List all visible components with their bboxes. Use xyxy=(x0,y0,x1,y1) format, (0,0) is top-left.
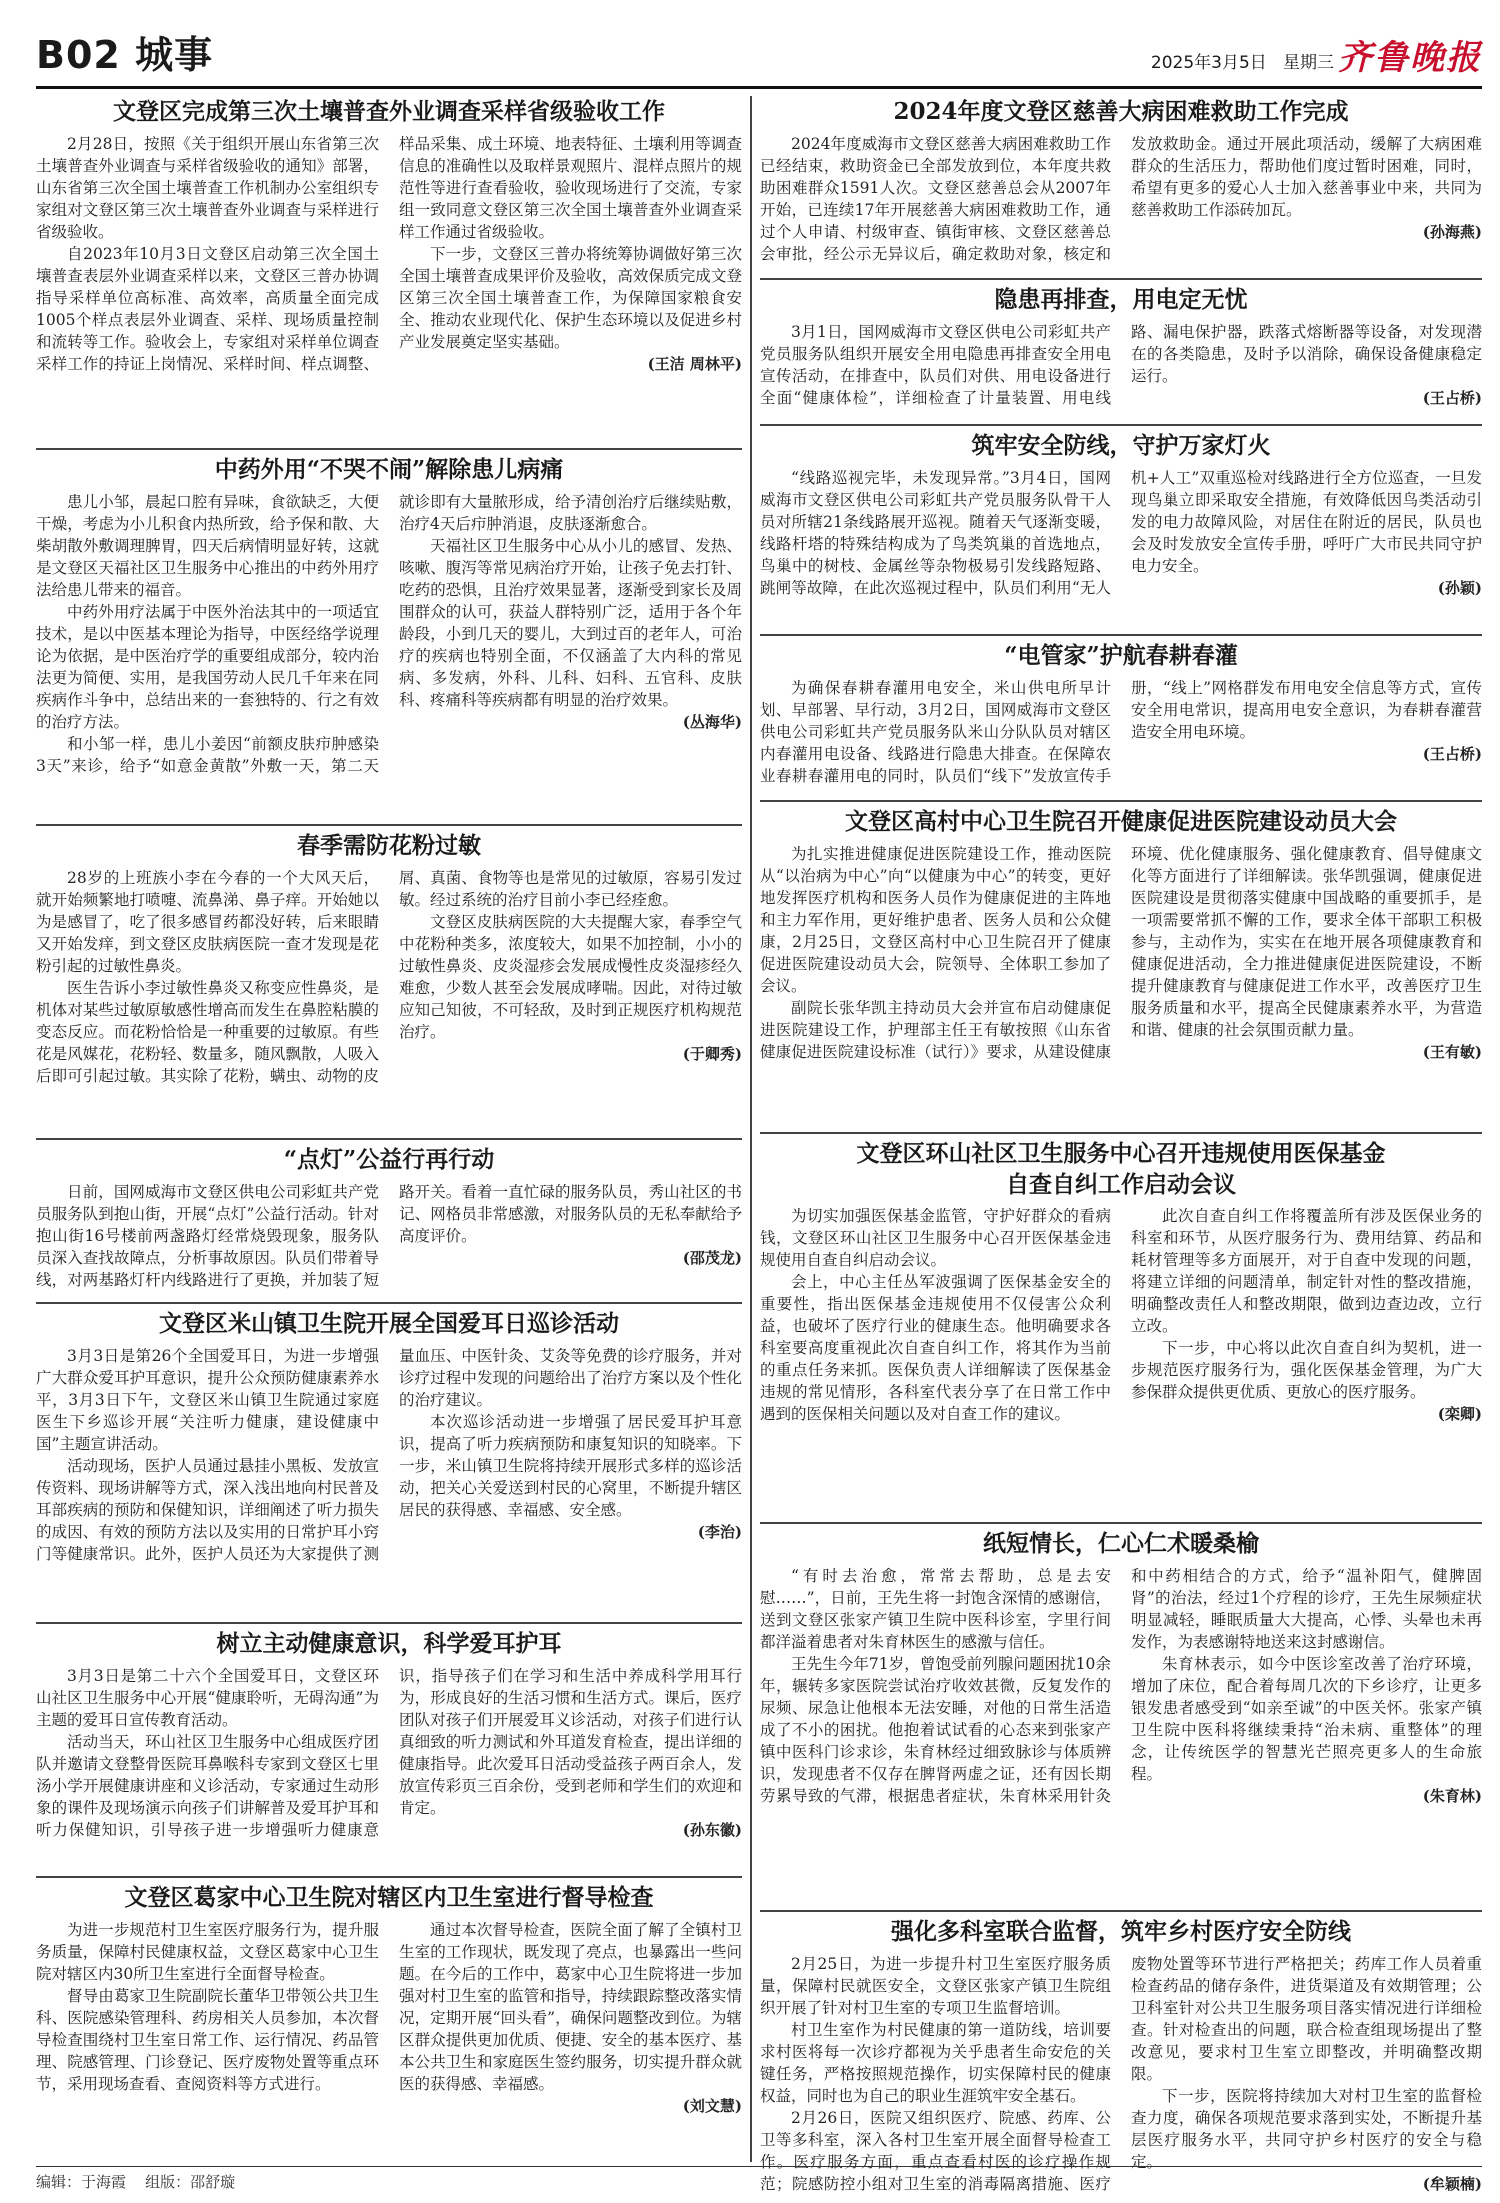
article-body: 为确保春耕春灌用电安全，米山供电所早计划、早部署、早行动，3月2日，国网威海市文登区供电公司彩虹共产党员服务队米山分队队员对辖区内春灌用电设备、线路进行隐患大排查。在保障农业春耕春灌用电的同时，队员们“线下”发放宣传手册，“线上”网格群发布用电安全信息等方式，宣传安全用电常识，提高用电安全意识，为春耕春灌营造安全用电环境。 (王占桥) xyxy=(760,679,1482,785)
divider xyxy=(760,634,1482,636)
article-author: (王占桥) xyxy=(1422,389,1482,407)
article-title: 筑牢安全防线，守护万家灯火 xyxy=(971,432,1271,459)
divider xyxy=(760,1132,1482,1134)
column-divider xyxy=(750,96,752,2162)
article-body: 2月28日，按照《关于组织开展山东省第三次土壤普查外业调查与采样省级验收的通知》部署，山东省第三次全国土壤普查工作机制办公室组织专家组对文登区第三次土壤普查外业调查与采样进行省级验收。 自2023年10月3日文登区启动第三次全国土壤普查表层外业调查采样以来，文登区三普办协调指导采样单位高标准、高效率，高质量全面完成1005个样点表层外业调查、采样、现场质量控制和流转等工作。验收会上，专家组对采样单位调查采样工作的持证上岗情况、采样时间、样点调整、样品采集、成土环境、地表特征、土壤利用等调查信息的准确性以及取样景观照片、混样点照片的规范性等进行查看验收，验收现场进行了交流，专家组一致同意文登区第三次全国土壤普查外业调查采样工作通过省级验收。 下一步，文登区三普办将统筹协调做好第三次全国土壤普查成果评价及验收，高效保质完成文登区第三次全国土壤普查工作，为保障国家粮食安全、推动农业现代化、保护生态环境以及促进乡村产业发展奠定坚实基础。 (王洁 周林平) xyxy=(36,135,742,373)
divider xyxy=(36,824,742,826)
divider xyxy=(36,1876,742,1878)
article-spring-irrigation xyxy=(760,640,1482,800)
article-mishan-ear-day xyxy=(36,1308,742,1624)
article-thank-you-letter xyxy=(760,1528,1482,1910)
article-body: 3月1日，国网威海市文登区供电公司彩虹共产党员服务队组织开展安全用电隐患再排查安全用电宣传活动，在排查中，队员们对供、用电设备进行全面“健康体检”，详细检查了计量装置、用电线路、漏电保护器，跌落式熔断器等设备，对发现潜在的各类隐患，及时予以消除，确保设备健康稳定运行。 (王占桥) xyxy=(760,323,1482,407)
article-author: (于卿秀) xyxy=(682,1045,742,1063)
article-gejia-inspection xyxy=(36,1882,742,2162)
article-ear-care xyxy=(36,1628,742,1878)
divider xyxy=(36,1622,742,1624)
article-author: (王洁 周林平) xyxy=(647,355,742,373)
article-author: (刘文慧) xyxy=(682,2097,742,2115)
section-title: B02 城事 xyxy=(36,33,214,77)
article-hazard-check xyxy=(760,284,1482,424)
article-author: (邵茂龙) xyxy=(682,1249,742,1267)
newspaper-logo: 齐鲁晚报 xyxy=(1338,38,1482,78)
article-author: (孙颖) xyxy=(1437,579,1482,597)
article-title: 2024年度文登区慈善大病困难救助工作完成 xyxy=(893,98,1349,125)
issue-date xyxy=(1151,48,1334,73)
article-soil-survey xyxy=(36,96,742,454)
article-body: “线路巡视完毕，未发现异常。”3月4日，国网威海市文登区供电公司彩虹共产党员服务队骨干人员对所辖21条线路展开巡视。随着天气逐渐变暖，线路杆塔的特殊结构成为了鸟类筑巢的首选地点，鸟巢中的树枝、金属丝等杂物极易引发线路短路、跳闸等故障，在此次巡视过程中，队员们利用“无人机+人工”双重巡检对线路进行全方位巡查，一旦发现鸟巢立即采取安全措施，有效降低因鸟类活动引发的电力故障风险，对居住在附近的居民，队员也会及时发放安全宣传手册，呼吁广大市民共同守护电力安全。 (孙颖) xyxy=(760,469,1482,597)
divider xyxy=(36,448,742,450)
divider xyxy=(760,424,1482,426)
divider xyxy=(760,1910,1482,1912)
article-author: (栾卿) xyxy=(1437,1405,1482,1423)
article-title: 春季需防花粉过敏 xyxy=(297,832,481,859)
article-body: 患儿小邹，晨起口腔有异味，食欲缺乏，大便干燥，考虑为小儿积食内热所致，给予保和散、大柴胡散外敷调理脾胃，四天后病情明显好转，这就是文登区天福社区卫生服务中心推出的中药外用疗法给患儿带来的福音。 中药外用疗法属于中医外治法其中的一项适宜技术，是以中医基本理论为指导，中医经络学说理论为依据，是中医治疗学的重要组成部分，较内治法更为简便、实用，是我国劳动人民几千年来在同疾病作斗争中，总结出来的一套独特的、行之有效的治疗方法。 和小邹一样，患儿小姜因“前额皮肤疖肿感染3天”来诊，给予“如意金黄散”外敷一天，第二天就诊即有大量脓形成，给予清创治疗后继续贴敷，治疗4天后疖肿消退，皮肤逐渐愈合。 天福社区卫生服务中心从小儿的感冒、发热、咳嗽、腹泻等常见病治疗开始，让孩子免去打针、吃药的恐惧，且治疗效果显著，逐渐受到家长及周围群众的认可，获益人群特别广泛，适用于各个年龄段，小到几天的婴儿，大到过百的老年人，可治疗的疾病也特别全面，不仅涵盖了大内科的常见病、多发病，外科、儿科、妇科、五官科、皮肤科、疼痛科等疾病都有明显的治疗效果。 (丛海华) xyxy=(36,493,742,775)
article-title: 强化多科室联合监督，筑牢乡村医疗安全防线 xyxy=(891,1918,1351,1945)
article-title: 文登区完成第三次土壤普查外业调查采样省级验收工作 xyxy=(113,98,665,125)
article-body: 2月25日，为进一步提升村卫生室医疗服务质量，保障村民就医安全，文登区张家产镇卫生院组织开展了针对村卫生室的专项卫生监督培训。 村卫生室作为村民健康的第一道防线，培训要求村医将每一次诊疗都视为关乎患者生命安危的关键任务，严格按照规范操作，切实保障村民的健康权益，同时也为自己的职业生涯筑牢安全基石。 2月26日，医院又组织医疗、院感、药库、公卫等多科室，深入各村卫生室开展全面督导检查工作。医疗服务方面，重点查看村医的诊疗操作规范；院感防控小组对卫生室的消毒隔离措施、医疗废物处置等环节进行严格把关；药库工作人员着重检查药品的储存条件，进货渠道及有效期管理；公卫科室针对公共卫生服务项目落实情况进行详细检查。针对检查出的问题，联合检查组现场提出了整改意见，要求村卫生室立即整改，并明确整改期限。 下一步，医院将持续加大对村卫生室的监督检查力度，确保各项规范要求落到实处，不断提升基层医疗服务水平，共同守护乡村医疗的安全与稳定。 (牟颖楠) xyxy=(760,1955,1482,2193)
article-light-charity xyxy=(36,1144,742,1304)
article-body: “有时去治愈，常常去帮助，总是去安慰……”，日前，王先生将一封饱含深情的感谢信，送到文登区张家产镇卫生院中医科诊室，字里行间都洋溢着患者对朱育林医生的感激与信任。 王先生今年71岁，曾饱受前列腺问题困扰10余年，辗转多家医院尝试治疗收效甚微，反复发作的尿频、尿急让他根本无法安睡，对他的日常生活造成了不小的困扰。他抱着试试看的心态来到张家产镇中医科门诊求诊，朱育林经过细致脉诊与体质辨识，发现患者不仅存在脾肾两虚之证，还有因长期劳累导致的气滞，根据患者症状，朱育林采用针灸和中药相结合的方式，给予“温补阳气，健脾固肾”的治法，经过1个疗程的诊疗，王先生尿频症状明显减轻，睡眠质量大大提高，心悸、头晕也未再发作，为表感谢特地送来这封感谢信。 朱育林表示，如今中医诊室改善了治疗环境，增加了床位，配合着每周几次的下乡诊疗，让更多银发患者感受到“如亲至诚”的中医关怀。张家产镇卫生院中医科将继续秉持“治未病、重整体”的理念，让传统医学的智慧光芒照亮更多人的生命旅程。 (朱育林) xyxy=(760,1567,1482,1805)
masthead xyxy=(36,14,1482,84)
article-title: 文登区高村中心卫生院召开健康促进医院建设动员大会 xyxy=(845,808,1397,835)
article-author: (王有敏) xyxy=(1422,1043,1482,1061)
article-title: 文登区葛家中心卫生院对辖区内卫生室进行督导检查 xyxy=(124,1884,654,1911)
article-title: 隐患再排查，用电定无忧 xyxy=(994,286,1248,313)
article-body: 2024年度威海市文登区慈善大病困难救助工作已经结束，救助资金已全部发放到位，本年度共救助困难群众1591人次。文登区慈善总会从2007年开始，已连续17年开展慈善大病困难救助工作，通过个人申请、村级审查、镇街审核、文登区慈善总会审批，经公示无异议后，确定救助对象，核定和发放救助金。通过开展此项活动，缓解了大病困难群众的生活压力，帮助他们度过暂时困难，同时，希望有更多的爱心人士加入慈善事业中来，共同为慈善救助工作添砖加瓦。 (孙海燕) xyxy=(760,135,1482,263)
article-body: 28岁的上班族小李在今春的一个大风天后，就开始频繁地打喷嚏、流鼻涕、鼻子痒。开始她以为是感冒了，吃了很多感冒药都没好转，后来眼睛又开始发痒，到文登区皮肤病医院一查才发现是花粉引起的过敏性鼻炎。 医生告诉小李过敏性鼻炎又称变应性鼻炎，是机体对某些过敏原敏感性增高而发生在鼻腔粘膜的变态反应。而花粉恰恰是一种重要的过敏原。有些花是风媒花，花粉轻、数量多，随风飘散，人吸入后即可引起过敏。其实除了花粉，螨虫、动物的皮屑、真菌、食物等也是常见的过敏原，容易引发过敏。经过系统的治疗目前小李已经痊愈。 文登区皮肤病医院的大夫提醒大家，春季空气中花粉种类多，浓度较大，如果不加控制，小小的过敏性鼻炎、皮炎湿疹会发展成慢性皮炎湿疹经久难愈，少数人甚至会发展成哮喘。因此，对待过敏应知己知彼，不可轻敌，及时到正规医疗机构规范治疗。 (于卿秀) xyxy=(36,869,742,1085)
article-health-promotion xyxy=(760,806,1482,1132)
article-author: (王占桥) xyxy=(1422,745,1482,763)
article-author: (牟颖楠) xyxy=(1422,2175,1482,2193)
article-title: 文登区米山镇卫生院开展全国爱耳日巡诊活动 xyxy=(159,1310,619,1337)
divider xyxy=(36,1138,742,1140)
divider xyxy=(36,1302,742,1304)
masthead-rule xyxy=(36,86,1482,89)
article-title: “电管家”护航春耕春灌 xyxy=(1004,642,1238,669)
divider xyxy=(760,800,1482,802)
article-title: 树立主动健康意识，科学爱耳护耳 xyxy=(216,1630,562,1657)
footer xyxy=(36,2166,1482,2192)
divider xyxy=(760,1522,1482,1524)
article-title: 中药外用“不哭不闹”解除患儿病痛 xyxy=(214,456,564,483)
article-author: (孙东徽) xyxy=(682,1821,742,1839)
article-chinese-medicine xyxy=(36,454,742,826)
article-title: 文登区环山社区卫生服务中心召开违规使用医保基金自查自纠工作启动会议 xyxy=(856,1140,1386,1198)
article-author: (朱育林) xyxy=(1422,1787,1482,1805)
article-insurance-selfcheck xyxy=(760,1138,1482,1522)
article-line-patrol xyxy=(760,430,1482,634)
article-body: 为切实加强医保基金监管，守护好群众的看病钱，文登区环山社区卫生服务中心召开医保基金违规使用自查自纠启动会议。 会上，中心主任丛军波强调了医保基金安全的重要性，指出医保基金违规使用不仅侵害公众利益，也破坏了医疗行业的健康生态。他明确要求各科室要高度重视此次自查自纠工作，将其作为当前的重点任务来抓。医保负责人详细解读了医保基金违规的常见情形，各科室代表分享了在日常工作中遇到的医保相关问题以及对自查工作的建议。 此次自查自纠工作将覆盖所有涉及医保业务的科室和环节，从医疗服务行为、费用结算、药品和耗材管理等多方面展开，对于自查中发现的问题，将建立详细的问题清单，制定针对性的整改措施，明确整改责任人和整改期限，做到边查边改，立行立改。 下一步，中心将以此次自查自纠为契机，进一步规范医疗服务行为，强化医保基金管理，为广大参保群众提供更优质、更放心的医疗服务。 (栾卿) xyxy=(760,1207,1482,1423)
article-author: (孙海燕) xyxy=(1422,223,1482,241)
divider xyxy=(760,278,1482,280)
article-author: (李治) xyxy=(697,1523,742,1541)
weekday: 星期三 xyxy=(1283,53,1334,73)
article-title: “点灯”公益行再行动 xyxy=(283,1146,495,1173)
article-body: 3月3日是第26个全国爱耳日，为进一步增强广大群众爱耳护耳意识，提升公众预防健康素养水平，3月3日下午，文登区米山镇卫生院通过家庭医生下乡巡诊开展“关注听力健康，建设健康中国”主题宣讲活动。 活动现场，医护人员通过悬挂小黑板、发放宣传资料、现场讲解等方式，深入浅出地向村民普及耳部疾病的预防和保健知识，详细阐述了听力损失的成因、有效的预防方法以及实用的日常护耳小窍门等健康常识。此外，医护人员还为大家提供了测量血压、中医针灸、艾灸等免费的诊疗服务，并对诊疗过程中发现的问题给出了治疗方案以及个性化的治疗建议。 本次巡诊活动进一步增强了居民爱耳护耳意识，提高了听力疾病预防和康复知识的知晓率。下一步，米山镇卫生院将持续开展形式多样的巡诊活动，把关心关爱送到村民的心窝里，不断提升辖区居民的获得感、幸福感、安全感。 (李治) xyxy=(36,1347,742,1563)
article-charity-aid xyxy=(760,96,1482,278)
editor-credit: 编辑：于海霞 xyxy=(36,2173,127,2191)
article-title: 纸短情长，仁心仁术暖桑榆 xyxy=(983,1530,1259,1557)
date: 2025年3月5日 xyxy=(1150,53,1267,73)
layout-credit: 组版：邵舒璇 xyxy=(145,2173,236,2191)
article-author: (丛海华) xyxy=(682,713,742,731)
article-pollen-allergy xyxy=(36,830,742,1140)
article-body: 为进一步规范村卫生室医疗服务行为，提升服务质量，保障村民健康权益，文登区葛家中心卫生院对辖区内30所卫生室进行全面督导检查。 督导由葛家卫生院副院长董华卫带领公共卫生科、医院感染管理科、药房相关人员参加，本次督导检查围绕村卫生室日常工作、运行情况、药品管理、院感管理、门诊登记、医疗废物处置等重点环节，采用现场查看、查阅资料等方式进行。 通过本次督导检查，医院全面了解了全镇村卫生室的工作现状，既发现了亮点，也暴露出一些问题。在今后的工作中，葛家中心卫生院将进一步加强对村卫生室的监管和指导，持续跟踪整改落实情况，定期开展“回头看”，确保问题整改到位。为辖区群众提供更加优质、便捷、安全的基本医疗、基本公共卫生和家庭医生签约服务，切实提升群众就医的获得感、幸福感。 (刘文慧) xyxy=(36,1921,742,2115)
article-body: 3月3日是第二十六个全国爱耳日，文登区环山社区卫生服务中心开展“健康聆听，无碍沟通”为主题的爱耳日宣传教育活动。 活动当天，环山社区卫生服务中心组成医疗团队并邀请文登整骨医院耳鼻喉科专家到文登区七里汤小学开展健康讲座和义诊活动，专家通过生动形象的课件及现场演示向孩子们讲解普及爱耳护耳和听力保健知识，引导孩子进一步增强听力健康意识，指导孩子们在学习和生活中养成科学用耳行为，形成良好的生活习惯和生活方式。课后，医疗团队对孩子们开展爱耳义诊活动，对孩子们进行认真细致的听力测试和外耳道发育检查，提出详细的健康指导。此次爱耳日活动受益孩子两百余人，发放宣传彩页三百余份，受到老师和学生们的欢迎和肯定。 (孙东徽) xyxy=(36,1667,742,1839)
article-village-clinic-supervision xyxy=(760,1916,1482,2193)
article-body: 为扎实推进健康促进医院建设工作，推动医院从“以治病为中心”向“以健康为中心”的转变，更好地发挥医疗机构和医务人员作为健康促进的主阵地和主力军作用，更好维护患者、医务人员和公众健康，2月25日，文登区高村中心卫生院召开了健康促进医院建设动员大会，院领导、全体职工参加了会议。 副院长张华凯主持动员大会并宣布启动健康促进医院建设工作，护理部主任王有敏按照《山东省健康促进医院建设标准（试行）》要求，从建设健康环境、优化健康服务、强化健康教育、倡导健康文化等方面进行了详细解读。张华凯强调，健康促进医院建设是贯彻落实健康中国战略的重要抓手，是一项需要常抓不懈的工作，要求全体干部职工积极参与，主动作为，实实在在地开展各项健康教育和健康促进活动，全力推进健康促进医院建设，不断提升健康教育与健康促进工作水平，改善医疗卫生服务质量和水平，提高全民健康素养水平，为营造和谐、健康的社会氛围贡献力量。 (王有敏) xyxy=(760,845,1482,1061)
article-body: 日前，国网威海市文登区供电公司彩虹共产党员服务队到抱山街，开展“点灯”公益行活动。针对抱山街16号楼前两盏路灯经常烧毁现象，服务队员深入查找故障点，分析事故原因。队员们带着导线，对两基路灯杆内线路进行了更换，并加装了短路开关。看着一直忙碌的服务队员，秀山社区的书记、网格员非常感激，对服务队员的无私奉献给予高度评价。 (邵茂龙) xyxy=(36,1183,742,1289)
